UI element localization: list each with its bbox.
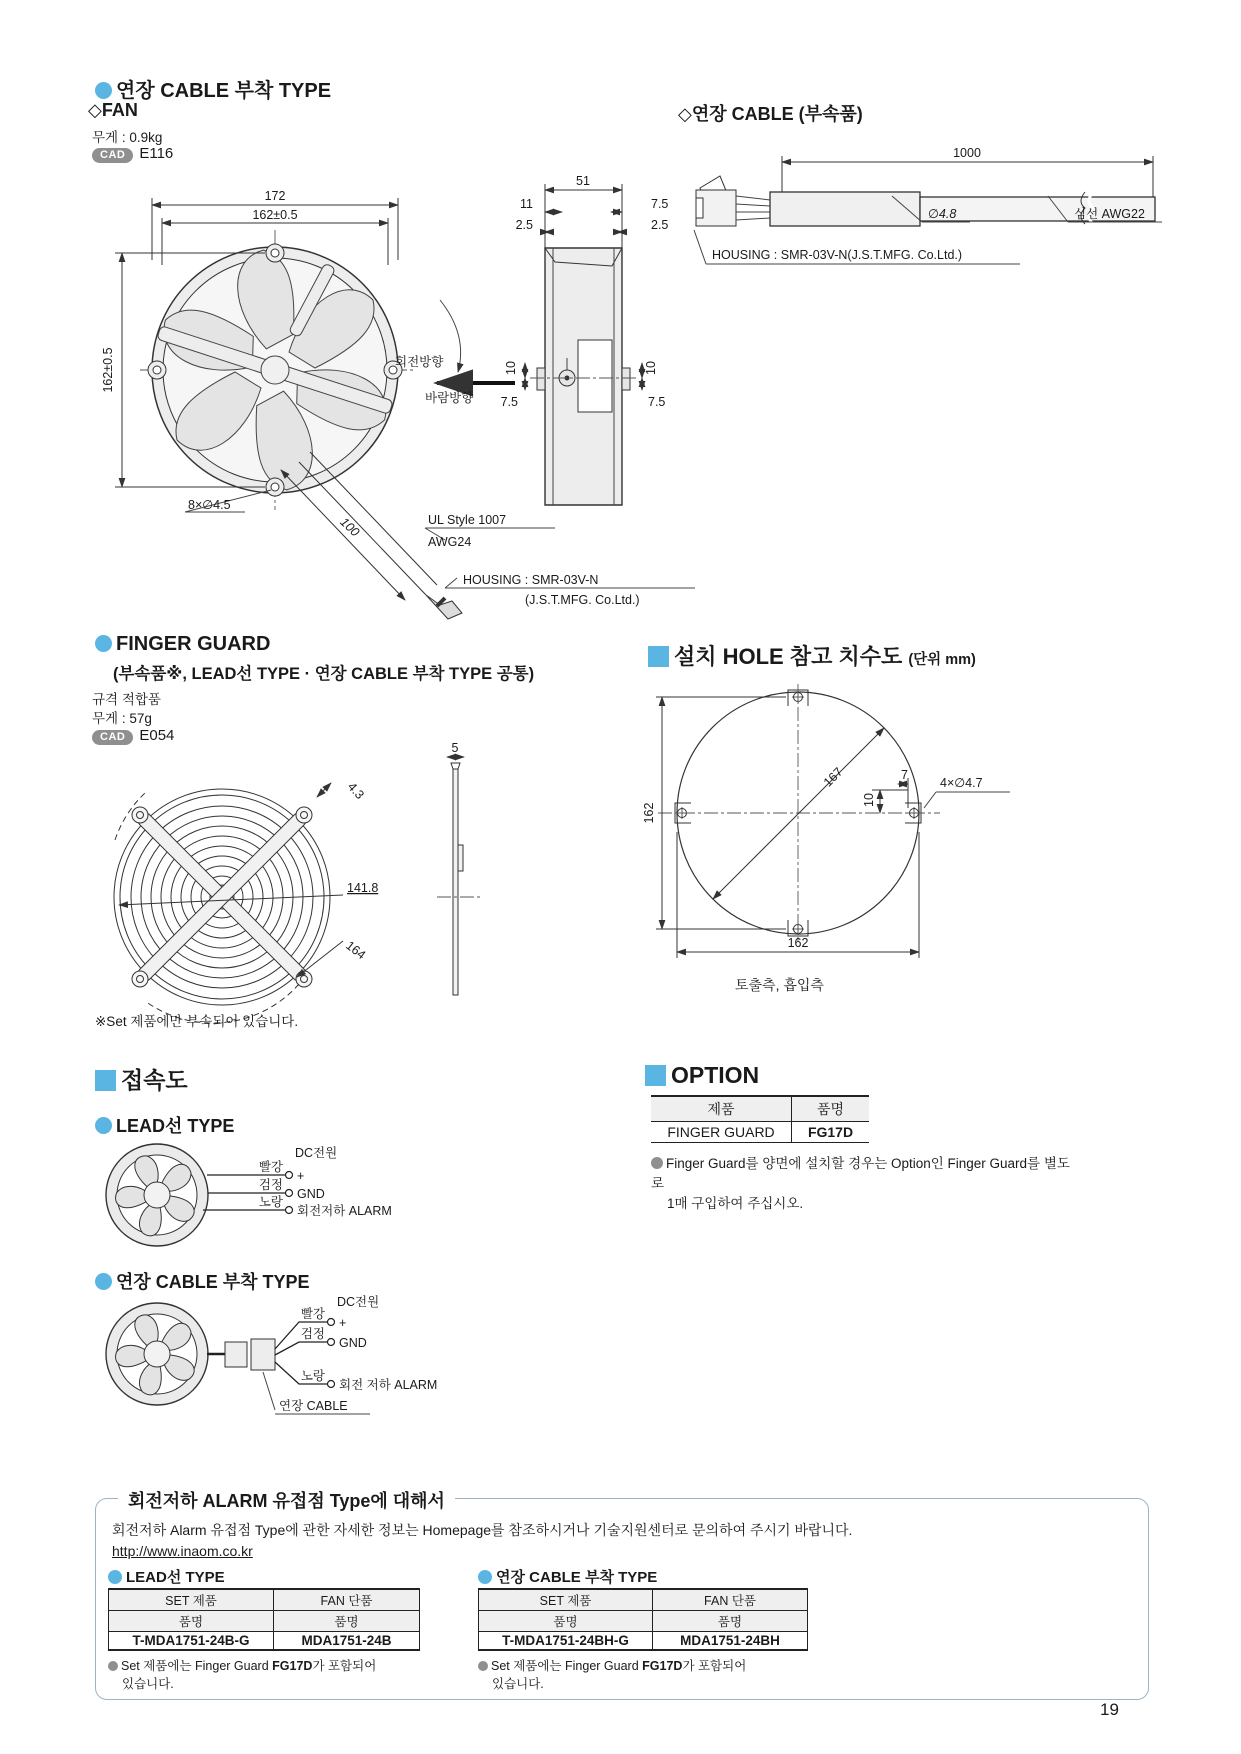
section-title-text: 연장 CABLE 부착 TYPE xyxy=(116,80,332,102)
wire-color-black: 검정 xyxy=(258,1178,283,1192)
cad-badge: CAD xyxy=(92,148,133,163)
lead-subheader-1: 품명 xyxy=(109,1611,274,1632)
lead-table-subheader-row xyxy=(109,1611,420,1632)
cable-table xyxy=(478,1588,808,1651)
lead-table-model-row xyxy=(109,1632,420,1651)
blue-bullet-icon xyxy=(478,1570,492,1584)
lead-spec-1: UL Style 1007 xyxy=(428,513,507,527)
dc-power-label: DC전원 xyxy=(337,1295,380,1309)
option-note xyxy=(651,1152,1071,1212)
cable-subtitle xyxy=(678,100,863,126)
core-wire-label: 심선 AWG22 xyxy=(1074,207,1145,221)
cable-fan-header: FAN 단품 xyxy=(653,1589,808,1611)
wire-terminals xyxy=(286,1172,293,1214)
cable-set-model: T-MDA1751-24BH-G xyxy=(479,1632,653,1651)
blue-bullet-icon xyxy=(95,1273,112,1290)
wire-signal-plus: + xyxy=(339,1316,347,1330)
wire-signal-alarm: 회전저하 ALARM xyxy=(297,1204,392,1218)
lead-table-title-text: LEAD선 TYPE xyxy=(126,1569,225,1586)
option-note-line1: Finger Guard를 양면에 설치할 경우는 Option인 Finger Guard를 별도로 xyxy=(651,1156,1070,1191)
dim-11: 11 xyxy=(520,197,533,211)
cad-code: E054 xyxy=(139,727,175,744)
cable-note-model: FG17D xyxy=(642,1659,683,1673)
cable-table-subheader-row xyxy=(479,1611,808,1632)
finger-guard-note: ※Set 제품에만 부속되어 있습니다. xyxy=(95,1014,299,1029)
cable-housing-label: HOUSING : SMR-03V-N(J.S.T.MFG. Co.Ltd.) xyxy=(712,248,963,262)
dim-10-left: 10 xyxy=(504,361,518,375)
connection-title-text: 접속도 xyxy=(121,1067,188,1093)
dim-1418: 141.8 xyxy=(347,881,379,895)
option-title-text: OPTION xyxy=(671,1062,760,1088)
section-title-option xyxy=(645,1062,759,1089)
inline-connectors xyxy=(207,1339,275,1370)
finger-guard-subtitle: (부속품※, LEAD선 TYPE · 연장 CABLE 부착 TYPE 공통) xyxy=(113,665,535,683)
cable-set-header: SET 제품 xyxy=(479,1589,653,1611)
cable-type-title xyxy=(95,1268,310,1294)
lead-table-header-row xyxy=(109,1589,420,1611)
guard-side-profile xyxy=(437,757,480,995)
section-title-finger-guard xyxy=(95,633,270,656)
cable-fan-model: MDA1751-24BH xyxy=(653,1632,808,1651)
gray-bullet-icon xyxy=(108,1661,118,1671)
wire-color-red: 빨강 xyxy=(300,1307,325,1321)
hole-diagram xyxy=(640,680,1120,980)
lead-note-suffix: 가 포함되어 xyxy=(312,1659,377,1673)
blue-bullet-icon xyxy=(95,635,112,652)
cable-note-suffix: 가 포함되어 xyxy=(682,1659,747,1673)
fan-drawing xyxy=(85,160,685,620)
dim-162-left: 162±0.5 xyxy=(101,347,115,393)
extension-cable-label: 연장 CABLE xyxy=(279,1399,348,1413)
dim-164: 164 xyxy=(343,938,369,963)
cable-table-title xyxy=(478,1566,657,1587)
option-model: FG17D xyxy=(792,1122,870,1143)
cable-note-line2: 있습니다. xyxy=(492,1677,544,1691)
dim-5: 5 xyxy=(451,741,459,755)
blue-bullet-icon xyxy=(108,1570,122,1584)
dim-51: 51 xyxy=(576,174,590,188)
dim-75-right: 7.5 xyxy=(648,395,666,409)
cable-table-note xyxy=(478,1656,818,1692)
wire-color-black: 검정 xyxy=(300,1327,325,1341)
alarm-box-title: 회전저하 ALARM 유접점 Type에 대해서 xyxy=(118,1487,455,1513)
cable-subtitle-text: 연장 CABLE (부속품) xyxy=(691,104,863,124)
dim-25-left: 2.5 xyxy=(515,218,533,232)
lead-table-note xyxy=(108,1656,438,1692)
fan-subtitle-text: FAN xyxy=(101,100,138,120)
section-title-hole xyxy=(648,640,976,671)
option-table-row xyxy=(651,1122,869,1143)
blue-square-icon xyxy=(648,646,669,667)
option-product: FINGER GUARD xyxy=(651,1122,792,1143)
lead-type-diagram xyxy=(85,1135,515,1270)
dim-10-right: 10 xyxy=(644,361,658,375)
cable-type-title-text: 연장 CABLE 부착 TYPE xyxy=(116,1272,310,1292)
alarm-box-url: http://www.inaom.co.kr xyxy=(112,1543,253,1559)
cable-table-title-text: 연장 CABLE 부착 TYPE xyxy=(496,1569,658,1586)
cable-subheader-2: 품명 xyxy=(653,1611,808,1632)
dim-100: 100 xyxy=(337,514,363,540)
dim-diameter: ∅4.8 xyxy=(928,207,957,221)
fan-front-view xyxy=(148,244,402,496)
gray-bullet-icon xyxy=(651,1157,663,1169)
dim-75-topright: 7.5 xyxy=(651,197,669,211)
finger-guard-drawing xyxy=(85,741,515,1025)
airflow-label: 바람방향 xyxy=(425,391,474,405)
wire-terminals xyxy=(328,1319,335,1388)
hole-count-leader xyxy=(924,792,1010,808)
option-note-line2: 1매 구입하여 주십시오. xyxy=(667,1196,804,1211)
lead-fan-header: FAN 단품 xyxy=(274,1589,420,1611)
lead-set-header: SET 제품 xyxy=(109,1589,274,1611)
hole-unit: (단위 mm) xyxy=(908,652,976,668)
dim-8x45: 8×∅4.5 xyxy=(188,498,231,512)
cable-note-prefix: Set 제품에는 Finger Guard xyxy=(491,1659,643,1673)
cad-code: E116 xyxy=(139,145,174,162)
fan-pictogram xyxy=(106,1303,208,1405)
housing-label-2: (J.S.T.MFG. Co.Ltd.) xyxy=(525,593,640,607)
dim-75-left: 7.5 xyxy=(500,395,518,409)
dim-7-offset: 7 xyxy=(901,768,908,782)
dim-43: 4.3 xyxy=(344,779,367,802)
lead-type-title-text: LEAD선 TYPE xyxy=(116,1116,235,1136)
blue-bullet-icon xyxy=(95,82,112,99)
dim-10-offset: 10 xyxy=(862,793,876,807)
hole-count-label: 4×∅4.7 xyxy=(940,776,983,790)
wire-signal-plus: + xyxy=(297,1169,305,1183)
option-col-product: 제품 xyxy=(651,1096,792,1122)
dim-162-h: 162 xyxy=(787,936,809,950)
diamond-icon: ◇ xyxy=(88,100,102,120)
finger-guard-spec: 규격 적합품 xyxy=(92,692,161,707)
finger-guard-title-text: FINGER GUARD xyxy=(116,633,271,655)
wire-signal-gnd: GND xyxy=(297,1187,325,1201)
finger-guard-weight: 무게 : 57g xyxy=(92,711,152,726)
page-number: 19 xyxy=(1100,1700,1119,1719)
dim-162-top: 162±0.5 xyxy=(252,208,298,222)
wire-signal-alarm: 회전 저하 ALARM xyxy=(339,1378,438,1392)
blue-bullet-icon xyxy=(95,1117,112,1134)
lead-note-line2: 있습니다. xyxy=(122,1677,174,1691)
cable-subheader-1: 품명 xyxy=(479,1611,653,1632)
fan-subtitle xyxy=(88,100,138,121)
dim-1000: 1000 xyxy=(953,146,981,160)
cable-type-diagram xyxy=(85,1292,555,1442)
wire-color-yellow: 노랑 xyxy=(258,1195,283,1209)
option-col-model: 품명 xyxy=(792,1096,870,1122)
section-title-connection xyxy=(95,1062,188,1095)
option-table xyxy=(651,1095,869,1143)
dim-172: 172 xyxy=(264,189,286,203)
cable-table-model-row xyxy=(479,1632,808,1651)
blue-square-icon xyxy=(95,1070,116,1091)
dim-25-right: 2.5 xyxy=(651,218,669,232)
lead-note-prefix: Set 제품에는 Finger Guard xyxy=(121,1659,273,1673)
lead-subheader-2: 품명 xyxy=(274,1611,420,1632)
cable-dimension-lines xyxy=(782,156,1153,197)
lead-note-model: FG17D xyxy=(272,1659,313,1673)
alarm-box-body: 회전저하 Alarm 유접점 Type에 관한 자세한 정보는 Homepage를 참조하시거나 기술지원센터로 문의하여 주시기 바랍니다. xyxy=(112,1522,853,1538)
gray-bullet-icon xyxy=(478,1661,488,1671)
diamond-icon: ◇ xyxy=(678,104,692,124)
wire-signal-gnd: GND xyxy=(339,1336,367,1350)
hole-dimension-lines xyxy=(656,697,919,958)
cad-badge: CAD xyxy=(92,730,133,745)
wire-color-yellow: 노랑 xyxy=(300,1369,325,1383)
dim-162-v: 162 xyxy=(642,802,656,824)
hole-caption: 토출측, 흡입측 xyxy=(735,977,824,993)
extension-cable-drawing xyxy=(670,130,1190,290)
fan-pictogram xyxy=(106,1144,208,1246)
dim-167: 167 xyxy=(820,764,846,790)
lead-set-model: T-MDA1751-24B-G xyxy=(109,1632,274,1651)
option-table-header-row xyxy=(651,1096,869,1122)
lead-table xyxy=(108,1588,420,1651)
section-title-extension-cable-type xyxy=(95,74,331,103)
lead-table-title xyxy=(108,1566,225,1587)
dc-power-label: DC전원 xyxy=(295,1146,338,1160)
wire-color-red: 빨강 xyxy=(258,1160,283,1174)
fan-side-view xyxy=(530,248,637,505)
housing-label-1: HOUSING : SMR-03V-N xyxy=(463,573,599,587)
rotation-label: 회전방향 xyxy=(395,355,444,369)
finger-guard-cad-row xyxy=(92,727,174,745)
lead-spec-2: AWG24 xyxy=(428,535,472,549)
lead-fan-model: MDA1751-24B xyxy=(274,1632,420,1651)
cable-table-header-row xyxy=(479,1589,808,1611)
blue-square-icon xyxy=(645,1065,666,1086)
fan-weight: 무게 : 0.9kg xyxy=(92,130,163,145)
hole-title-text: 설치 HOLE 참고 치수도 xyxy=(674,644,903,669)
